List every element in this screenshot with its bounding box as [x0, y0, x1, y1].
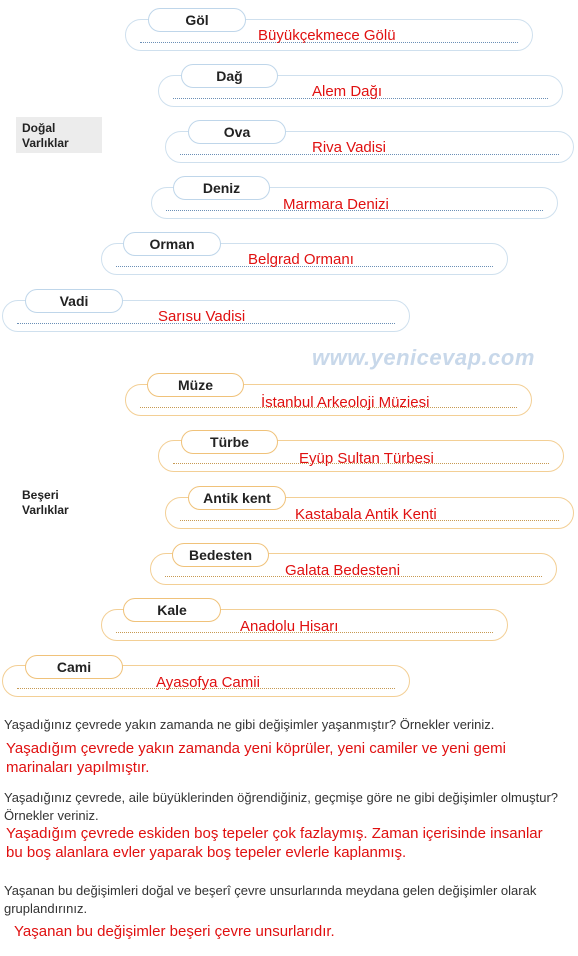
category-tag: Antik kent [188, 486, 286, 510]
question-3: Yaşanan bu değişimleri doğal ve beşerî çevre unsurlarında meydana gelen değişimler olarak gruplandırınız. [4, 883, 537, 916]
answer-text: Ayasofya Camii [156, 674, 260, 691]
answer-text: Anadolu Hisarı [240, 618, 339, 635]
answer-text: Sarısu Vadisi [158, 308, 246, 325]
category-tag: Orman [123, 232, 221, 256]
category-tag: Müze [147, 373, 244, 397]
category-tag: Vadi [25, 289, 123, 313]
category-tag: Bedesten [172, 543, 269, 567]
answer-text: Eyüp Sultan Türbesi [299, 450, 434, 467]
human-section-label: Beşeri Varlıklar [22, 488, 69, 517]
category-tag: Dağ [181, 64, 278, 88]
answer-text: Galata Bedesteni [285, 562, 401, 579]
watermark: www.yenicevap.com [312, 345, 535, 370]
answer-text: Riva Vadisi [312, 139, 386, 156]
category-tag: Kale [123, 598, 221, 622]
category-tag: Türbe [181, 430, 278, 454]
category-tag: Deniz [173, 176, 270, 200]
answer-1: Yaşadığım çevrede yakın zamanda yeni köprüler, yeni camiler ve yeni gemi marinaları yapılmıştır. [6, 740, 506, 776]
natural-section-label: Doğal Varlıklar [22, 121, 69, 150]
question-2: Yaşadığınız çevrede, aile büyüklerinden öğrendiğiniz, geçmişe göre ne gibi değişimler olmuştur? Örnekler veriniz. [4, 790, 559, 823]
answer-text: İstanbul Arkeoloji Müziesi [261, 394, 430, 411]
answer-text: Alem Dağı [312, 83, 383, 100]
category-tag: Cami [25, 655, 123, 679]
answer-text: Kastabala Antik Kenti [295, 506, 437, 523]
category-tag: Göl [148, 8, 246, 32]
category-tag: Ova [188, 120, 286, 144]
answer-2: Yaşadığım çevrede eskiden boş tepeler çok fazlaymış. Zaman içerisinde insanlar bu boş alanlara evler yaparak boş tepeler evlerle kaplanmış. [6, 825, 543, 861]
answer-text: Belgrad Ormanı [248, 251, 354, 268]
answer-3: Yaşanan bu değişimler beşeri çevre unsurlarıdır. [14, 923, 335, 940]
answer-text: Marmara Denizi [283, 196, 389, 213]
question-1: Yaşadığınız çevrede yakın zamanda ne gibi değişimler yaşanmıştır? Örnekler veriniz. [4, 717, 495, 732]
answer-text: Büyükçekmece Gölü [258, 27, 396, 44]
